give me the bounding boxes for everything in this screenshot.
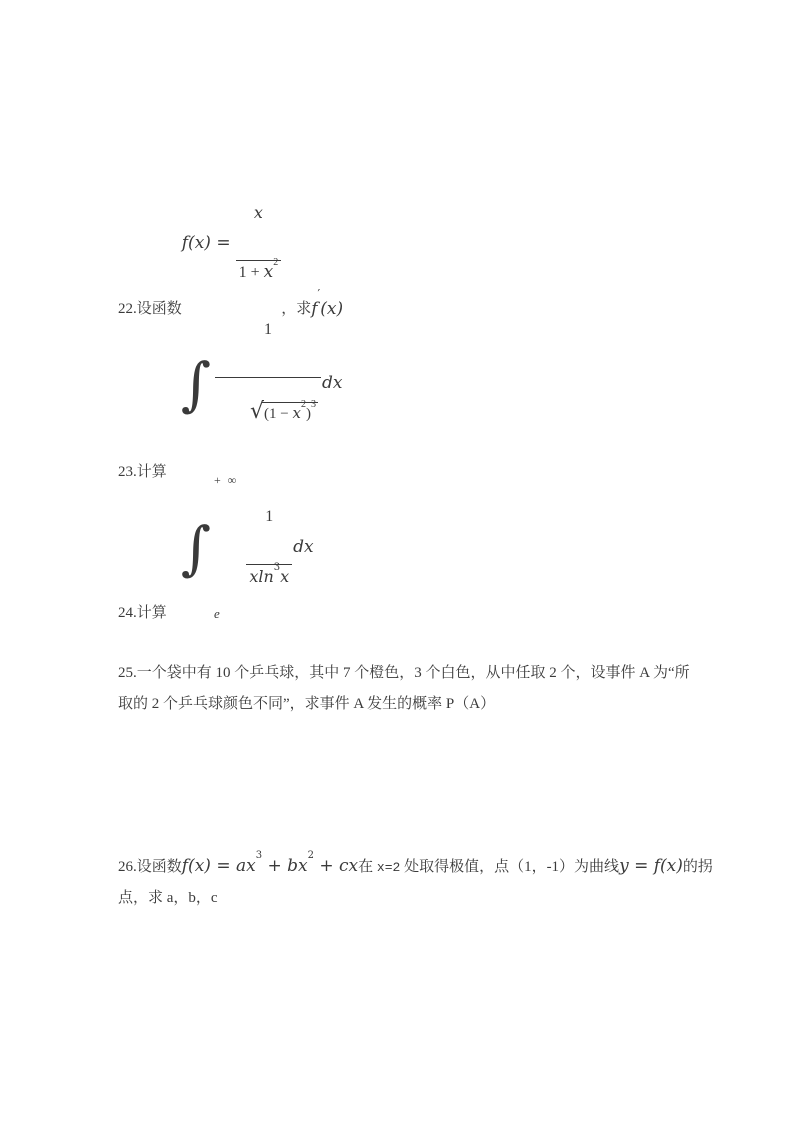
fraction bbox=[215, 284, 321, 483]
integral-sign-icon: ∫ bbox=[180, 513, 211, 582]
radicand-close: ) bbox=[305, 406, 311, 422]
text-inflection: 的拐 bbox=[682, 859, 713, 875]
radicand-variable: x bbox=[292, 404, 301, 422]
problem-26-line-2: 点，求 a，b，c bbox=[118, 890, 218, 906]
f-prime-args: (x) bbox=[320, 299, 344, 319]
fraction-denominator bbox=[215, 377, 321, 447]
cubic-function-expression bbox=[181, 850, 359, 876]
problem-22-connector: ，求 bbox=[281, 301, 312, 317]
denominator-xln: xln bbox=[249, 567, 274, 586]
problem-24-equation bbox=[181, 471, 314, 624]
denominator-exponent: 2 bbox=[273, 256, 279, 268]
problem-23 bbox=[118, 284, 342, 483]
equation-lhs: f(x) = bbox=[181, 233, 231, 253]
fraction-numerator: x bbox=[253, 203, 263, 222]
condition-x-equals-2: x=2 bbox=[376, 860, 401, 875]
problem-25-line-2: 取的 2 个乒乓球颜色不同”，求事件 A 发生的概率 P（A） bbox=[118, 696, 496, 712]
problem-24-label: 24.计算 bbox=[118, 605, 167, 621]
fraction-numerator: 1 bbox=[265, 508, 274, 525]
text-zai: 在 bbox=[358, 859, 377, 875]
integral-sign-icon: ∫ bbox=[180, 349, 211, 418]
denominator-variable: x bbox=[263, 262, 274, 282]
upper-bound: + ∞ bbox=[213, 473, 239, 487]
radicand-open: (1 − bbox=[264, 406, 293, 422]
math-cx: + cx bbox=[313, 856, 359, 876]
fraction bbox=[246, 471, 292, 624]
problem-26 bbox=[118, 852, 738, 914]
problem-23-equation bbox=[181, 284, 343, 483]
radicand-inner-exponent: 2 bbox=[300, 399, 306, 410]
fraction-numerator: 1 bbox=[263, 321, 272, 338]
denominator-exponent: 3 bbox=[273, 561, 281, 573]
radical-sign-icon: √ bbox=[249, 399, 265, 424]
math-ax: f(x) = ax bbox=[181, 856, 256, 876]
problem-26-line-1 bbox=[118, 852, 738, 883]
problem-25-line-1: 25.一个袋中有 10 个乒乓球，其中 7 个橙色，3 个白色，从中任取 2 个，设事件 A 为“所 bbox=[118, 665, 690, 681]
fraction-denominator bbox=[236, 256, 282, 284]
radical-expression bbox=[250, 401, 318, 424]
problem-22-label: 22.设函数 bbox=[118, 301, 182, 317]
radicand bbox=[262, 399, 318, 424]
math-bx: + bx bbox=[262, 856, 308, 876]
f-prime-letter: f bbox=[311, 299, 318, 319]
curve-equation: y = f(x) bbox=[619, 856, 683, 876]
exponent-3: 3 bbox=[255, 850, 263, 862]
problem-26-label: 26.设函数 bbox=[118, 859, 182, 875]
differential-dx: dx bbox=[321, 373, 343, 393]
denominator-constant: 1 + bbox=[238, 264, 264, 281]
lower-bound: e bbox=[213, 606, 220, 621]
problem-24 bbox=[118, 471, 314, 624]
problem-25 bbox=[118, 658, 738, 720]
differential-dx: dx bbox=[293, 537, 314, 557]
problem-23-label: 23.计算 bbox=[118, 464, 167, 480]
integral-bounds bbox=[214, 471, 238, 624]
fraction-denominator bbox=[246, 561, 292, 588]
text-extremum-point: 处取得极值，点（1，-1）为曲线 bbox=[400, 859, 620, 875]
prime-mark: ′ bbox=[317, 287, 321, 302]
radicand-outer-exponent: 3 bbox=[310, 399, 316, 410]
exponent-2: 2 bbox=[307, 850, 314, 862]
denominator-variable: x bbox=[280, 567, 290, 586]
